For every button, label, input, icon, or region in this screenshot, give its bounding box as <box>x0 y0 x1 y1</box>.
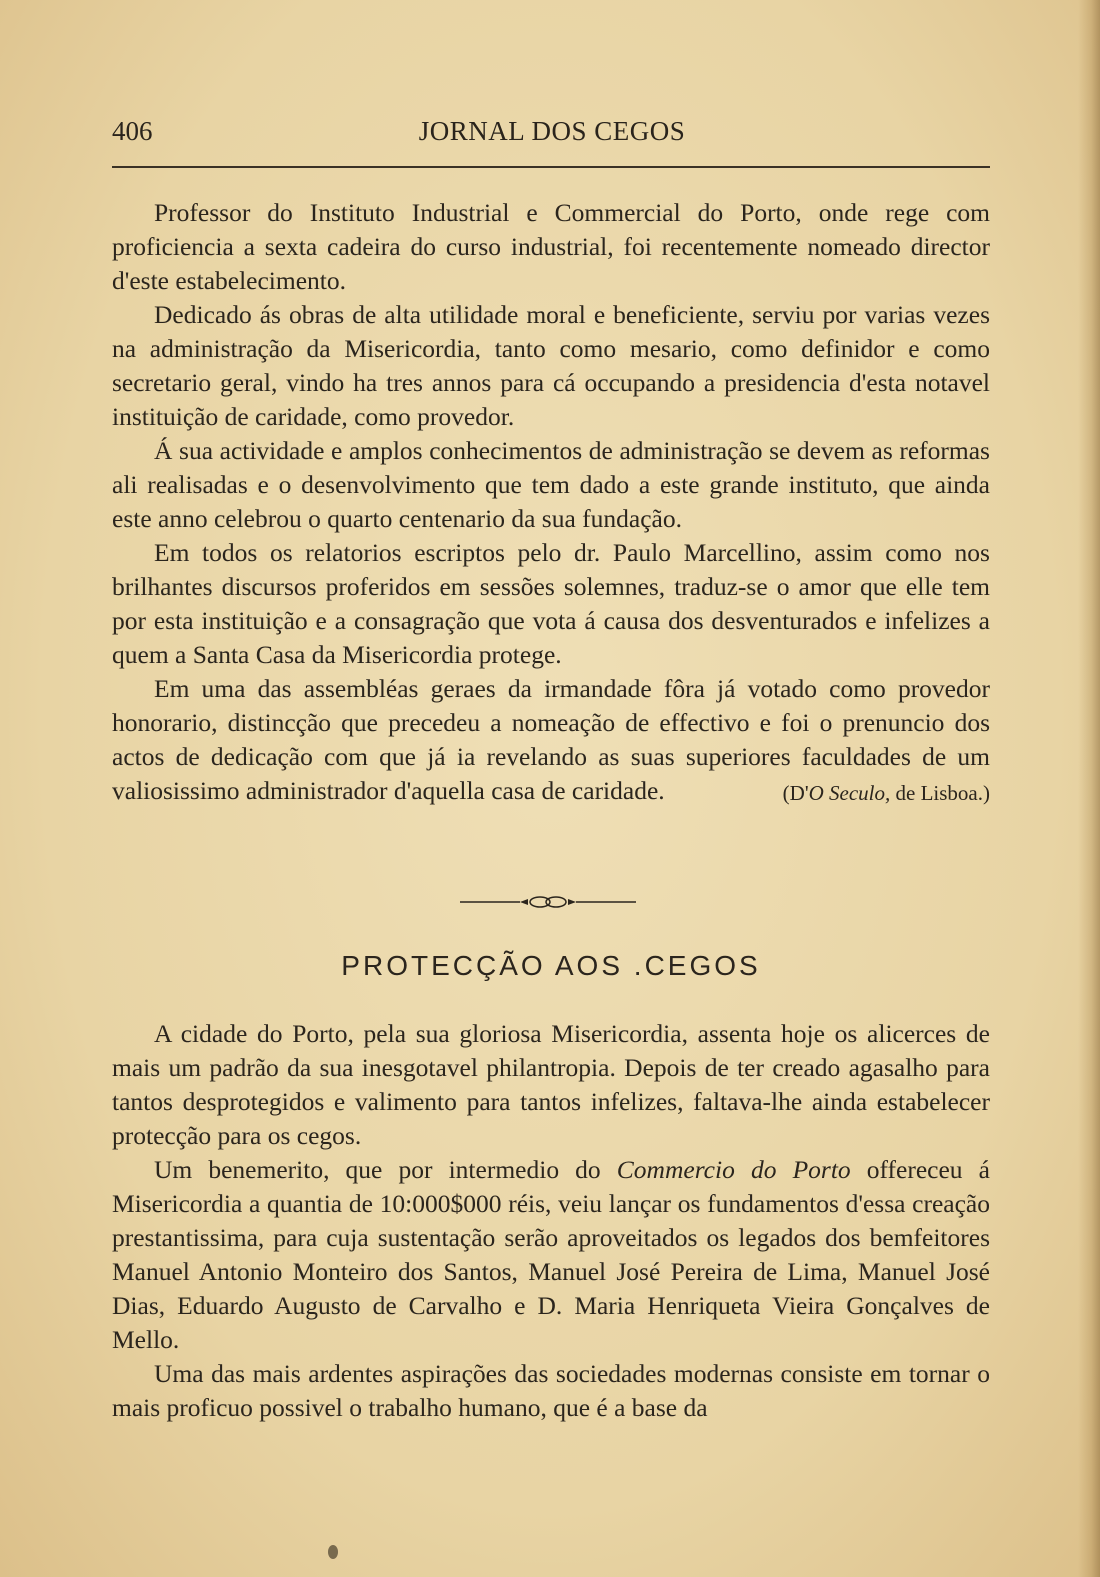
section-divider-ornament <box>460 893 636 911</box>
attribution-suffix: de Lisboa.) <box>890 781 990 805</box>
article-proteccao <box>112 1017 990 1425</box>
attribution-source: O Seculo, <box>808 781 891 805</box>
page-edge-shadow <box>1078 0 1100 1577</box>
page-number: 406 <box>112 116 153 146</box>
paragraph-text: Um benemerito, que por intermedio do <box>154 1155 617 1184</box>
attribution-prefix: (D' <box>782 781 809 805</box>
paragraph-text: Em uma das assembléas geraes da irmandade fôra já votado como provedor honorario, distincção que precedeu a nomeação de effectivo e foi o prenuncio dos actos de dedicação com que já ia revelando as suas superiores faculdades de um valiosissimo administrador d'aquella casa de caridade. <box>112 674 990 805</box>
header-rule <box>112 166 990 168</box>
article-provedor <box>112 196 990 810</box>
paragraph: Á sua actividade e amplos conhecimentos de administração se devem as reformas ali realisadas e o desenvolvimento que tem dado a este grande instituto, que ainda este anno celebrou o quarto centenario da sua fundação. <box>112 436 990 533</box>
paragraph-with-attribution <box>112 672 990 808</box>
paragraph: Em todos os relatorios escriptos pelo dr. Paulo Marcellino, assim como nos brilhantes discursos proferidos em sessões solemnes, traduz-se o amor que elle tem por esta instituição e a consagração que vota á causa dos desventurados e infelizes a quem a Santa Casa da Misericordia protege. <box>112 538 990 669</box>
paragraph: Uma das mais ardentes aspirações das sociedades modernas consiste em tornar o mais proficuo possivel o trabalho humano, que é a base da <box>112 1359 990 1422</box>
section-title: PROTECÇÃO AOS .CEGOS <box>341 950 761 981</box>
paragraph: Dedicado ás obras de alta utilidade moral e beneficiente, serviu por varias vezes na administração da Misericordia, tanto como mesario, como definidor e como secretario geral, vindo ha tres annos para cá occupando a presidencia d'esta notavel instituição de caridade, como provedor. <box>112 300 990 431</box>
page-header <box>112 116 992 156</box>
paragraph: A cidade do Porto, pela sua gloriosa Misericordia, assenta hoje os alicerces de mais um padrão da sua inesgotavel philantropia. Depois de ter creado agasalho para tantos desprotegidos e valimento para tantos infelizes, faltava-lhe ainda estabelecer protecção para os cegos. <box>112 1019 990 1150</box>
paragraph-text: offereceu á Misericordia a quantia de 10:000$000 réis, veiu lançar os fundamentos d'essa creação prestantissima, para cuja sustentação serão aproveitados os legados dos bemfeitores Manuel Antonio Monteiro dos Santos, Manuel José Pereira de Lima, Manuel José Dias, Eduardo Augusto de Carvalho e D. Maria Henriqueta Vieira Gonçalves de Mello. <box>112 1155 990 1354</box>
paragraph: Professor do Instituto Industrial e Commercial do Porto, onde rege com proficiencia a sexta cadeira do curso industrial, foi recentemente nomeado director d'este estabelecimento. <box>112 198 990 295</box>
newspaper-title: Commercio do Porto <box>616 1155 851 1184</box>
paragraph <box>112 1153 990 1357</box>
print-mark-icon <box>326 1543 340 1561</box>
source-attribution <box>741 776 990 810</box>
journal-title: JORNAL DOS CEGOS <box>418 116 686 146</box>
